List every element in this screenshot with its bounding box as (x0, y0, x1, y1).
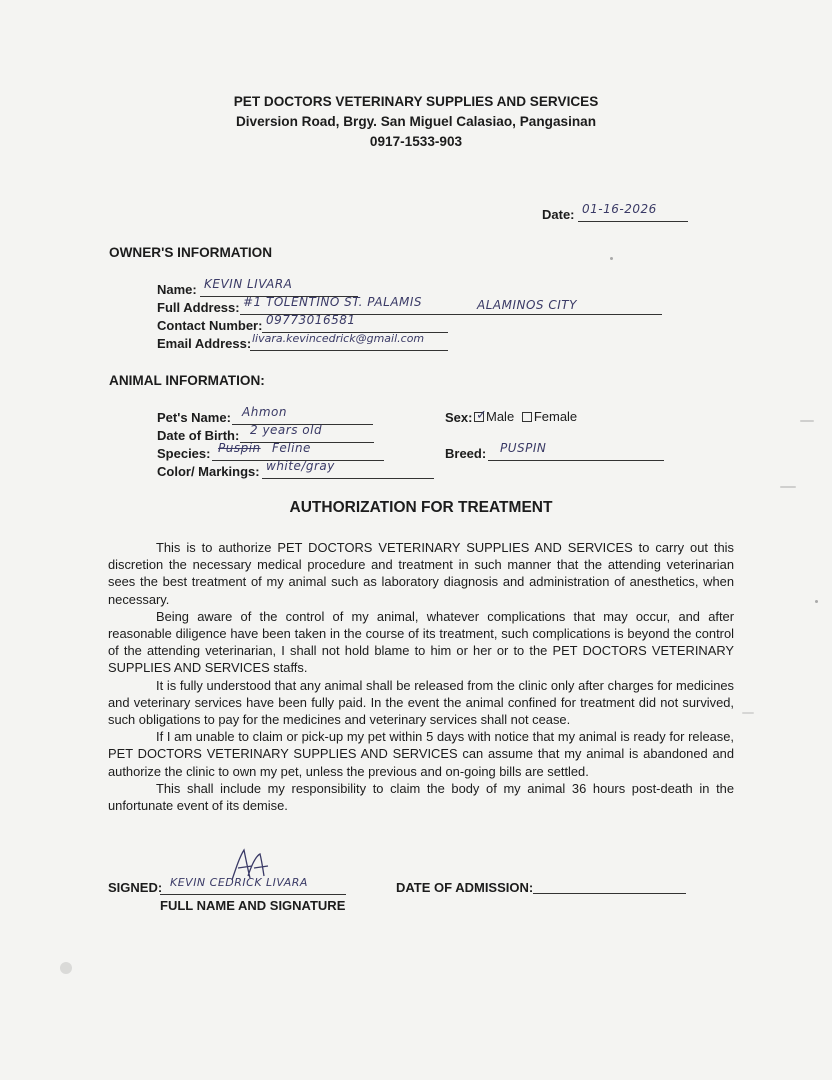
clinic-name: PET DOCTORS VETERINARY SUPPLIES AND SERVICES (233, 94, 599, 109)
signed-name-value: KEVIN CEDRICK LIVARA (170, 876, 308, 889)
pet-name-label: Pet's Name: (157, 410, 231, 425)
authorization-paragraph: If I am unable to claim or pick-up my pet within 5 days with notice that my animal is ready for release, PET DOCTORS VETERINARY SUPPLIES AND SERVICES can assume that my animal is abandoned and authorize the clinic to own my pet, unless the previous and on-going bills are settled. (108, 729, 734, 779)
sex-options (474, 406, 578, 424)
owner-contact-value: 09773016581 (266, 313, 356, 327)
owner-email-label: Email Address: (157, 336, 252, 351)
color-value: white/gray (266, 459, 335, 473)
date-value: 01-16-2026 (582, 202, 657, 216)
signed-label: SIGNED: (108, 880, 163, 895)
sex-male-checkbox (474, 406, 487, 422)
clinic-phone: 0917-1533-903 (369, 134, 463, 149)
species-label: Species: (157, 446, 211, 461)
scan-speck (742, 712, 754, 714)
dob-label: Date of Birth: (157, 428, 240, 443)
sex-male-label: Male (486, 409, 515, 424)
owner-name-value: KEVIN LIVARA (204, 277, 293, 291)
checkmark-icon: ✓ (476, 406, 487, 422)
owner-address-value: #1 TOLENTINO ST. PALAMIS (243, 295, 423, 309)
breed-value: PUSPIN (500, 441, 547, 455)
authorization-title: AUTHORIZATION FOR TREATMENT (289, 499, 553, 516)
dob-value: 2 years old (250, 423, 323, 437)
owner-address-city: ALAMINOS CITY (477, 298, 577, 312)
scan-speck (780, 486, 796, 488)
authorization-paragraph: It is fully understood that any animal shall be released from the clinic only after charges for medicines and veterinary services have been fully paid. In the event the animal confined for treatment did not survived, such obligations to pay for the medicines and veterinary services shall not cease. (108, 677, 734, 728)
date-label: Date: (542, 207, 575, 222)
scan-speck (815, 600, 818, 603)
authorization-paragraph: Being aware of the control of my animal, whatever complications that may occur, and after reasonable diligence have been taken in the course of its treatment, such complications is beyond the control of the attending veterinarian, I shall not hold blame to him or her or to the PET DOCTORS VETERINARY SUPPLIES AND SERVICES staffs. (108, 608, 734, 676)
owner-section-title: OWNER'S INFORMATION (109, 245, 273, 260)
scan-speck (610, 257, 613, 260)
owner-address-label: Full Address: (157, 300, 240, 315)
sex-female-checkbox (522, 412, 532, 422)
authorization-paragraph: This is to authorize PET DOCTORS VETERINARY SUPPLIES AND SERVICES to carry out this discretion the necessary medical procedure and treatment in such manner that the attending veterinarian sees the best treatment of my animal such as laboratory diagnosis and administration of anesthetics, when necessary. (108, 540, 734, 607)
breed-label: Breed: (445, 446, 487, 461)
clinic-address: Diversion Road, Brgy. San Miguel Calasiao, Pangasinan (235, 114, 597, 129)
authorization-body (108, 539, 734, 814)
animal-section-title: ANIMAL INFORMATION: (109, 373, 265, 388)
admission-date-label: DATE OF ADMISSION: (396, 880, 534, 895)
species-value: Feline (272, 441, 311, 455)
handwritten-signature (226, 846, 276, 886)
owner-email-value: livara.kevincedrick@gmail.com (252, 332, 425, 345)
sex-female-label: Female (533, 409, 578, 424)
authorization-paragraph: This shall include my responsibility to claim the body of my animal 36 hours post-death in the unfortunate event of its demise. (108, 780, 734, 814)
color-label: Color/ Markings: (157, 464, 260, 479)
scan-speck (60, 962, 72, 974)
admission-date-line (533, 877, 686, 894)
scan-speck (800, 420, 814, 422)
sex-label: Sex: (445, 410, 473, 425)
owner-contact-label: Contact Number: (157, 318, 263, 333)
pet-name-value: Ahmon (242, 405, 287, 419)
species-struck-value: Puspin (218, 441, 261, 455)
signature-caption: FULL NAME AND SIGNATURE (160, 898, 346, 913)
owner-name-label: Name: (157, 282, 197, 297)
